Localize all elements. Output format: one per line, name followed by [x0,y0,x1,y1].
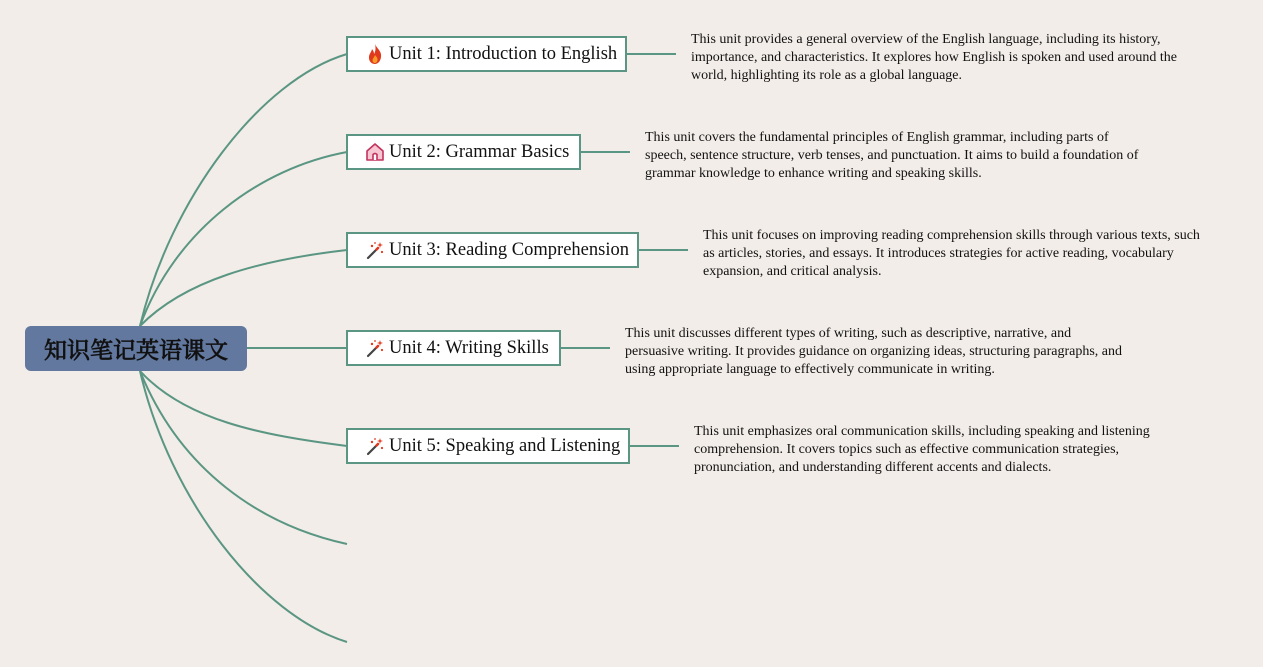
unit-2-node[interactable] [346,134,581,170]
unit-5-label: Unit 5: Speaking and Listening [389,435,621,456]
unit-4-label: Unit 4: Writing Skills [389,337,549,358]
unit-2-label: Unit 2: Grammar Basics [389,141,570,162]
unit-4-node[interactable] [346,330,561,366]
connector-unit-1 [140,54,347,326]
unit-3-label: Unit 3: Reading Comprehension [389,239,629,260]
unit-1-description: This unit provides a general overview of the English language, including its history, importance, and characteristics. It explores how English is spoken and used around the world, highlighting its role as a global language. [691,32,1177,83]
unit-3-node[interactable] [346,232,639,268]
unit-3-description: This unit focuses on improving reading comprehension skills through various texts, such as articles, stories, and essays. It introduces strategies for active reading, vocabulary expansion, and critical analysis. [703,228,1200,279]
unit-5-description: This unit emphasizes oral communication skills, including speaking and listening comprehension. It covers topics such as effective communication strategies, pronunciation, and understanding different accents and dialects. [694,424,1150,475]
root-topic[interactable] [25,326,247,371]
unit-4-description: This unit discusses different types of writing, such as descriptive, narrative, and persuasive writing. It provides guidance on organizing ideas, structuring paragraphs, and using appropriate language to effectively communicate in writing. [625,326,1122,377]
unit-2-description: This unit covers the fundamental principles of English grammar, including parts of speech, sentence structure, verb tenses, and punctuation. It aims to build a foundation of grammar knowledge to enhance writing and speaking skills. [645,130,1139,181]
connector-unit-3 [140,250,347,326]
unit-5-node[interactable] [346,428,630,464]
unit-1-label: Unit 1: Introduction to English [389,43,618,64]
magic-wand-icon [365,337,385,359]
connector-empty-branch-2 [140,371,347,642]
magic-wand-icon [365,435,385,457]
magic-wand-icon [365,239,385,261]
unit-1-node[interactable] [346,36,627,72]
home-icon [365,141,385,163]
connector-unit-5 [140,371,347,446]
fire-icon [365,43,385,65]
root-topic-label: 知识笔记英语课文 [44,338,228,364]
